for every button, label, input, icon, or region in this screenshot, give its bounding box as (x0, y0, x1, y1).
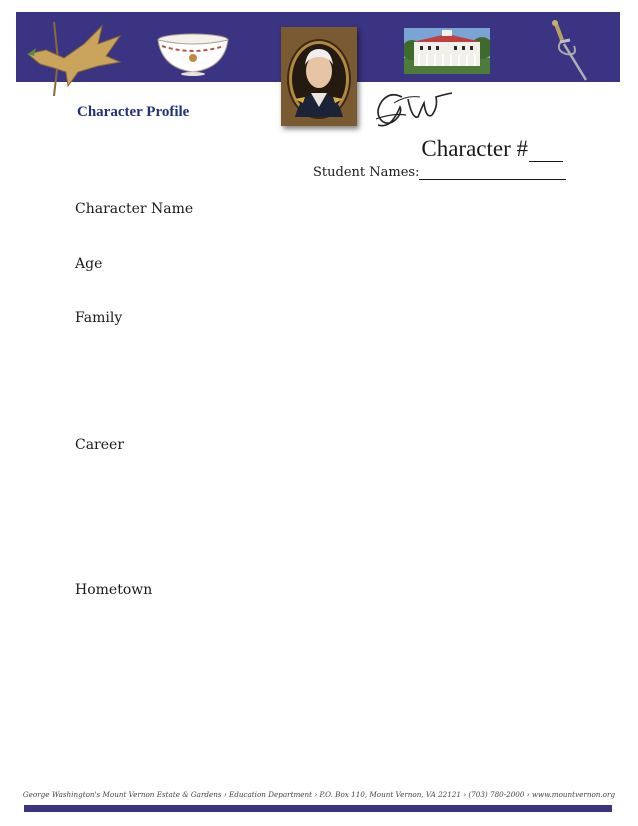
student-names-blank[interactable] (419, 165, 566, 180)
sword-image (548, 20, 588, 82)
character-number-label: Character # (421, 136, 528, 161)
gw-monogram-signature (372, 89, 456, 129)
student-names-row (313, 165, 566, 180)
footer-bar (24, 805, 612, 812)
field-hometown-label: Hometown (75, 582, 153, 598)
porcelain-bowl-image (156, 32, 230, 76)
dove-weathervane-image (24, 20, 124, 98)
character-number-blank[interactable] (529, 139, 563, 162)
character-profile-heading: Character Profile (77, 104, 190, 120)
student-names-label: Student Names: (313, 165, 420, 180)
footer-address: George Washington's Mount Vernon Estate & Gardens › Education Department › P.O. Box 110, Mount Vernon, VA 22121 › (703) 780-2000 › www.mountvernon.org (22, 790, 616, 799)
field-age-label: Age (75, 256, 103, 272)
field-family-label: Family (75, 310, 123, 326)
character-number-title (421, 136, 563, 162)
field-career-label: Career (75, 437, 125, 453)
field-character-name-label: Character Name (75, 201, 194, 217)
mansion-image (404, 28, 490, 74)
washington-portrait-image (281, 27, 357, 126)
